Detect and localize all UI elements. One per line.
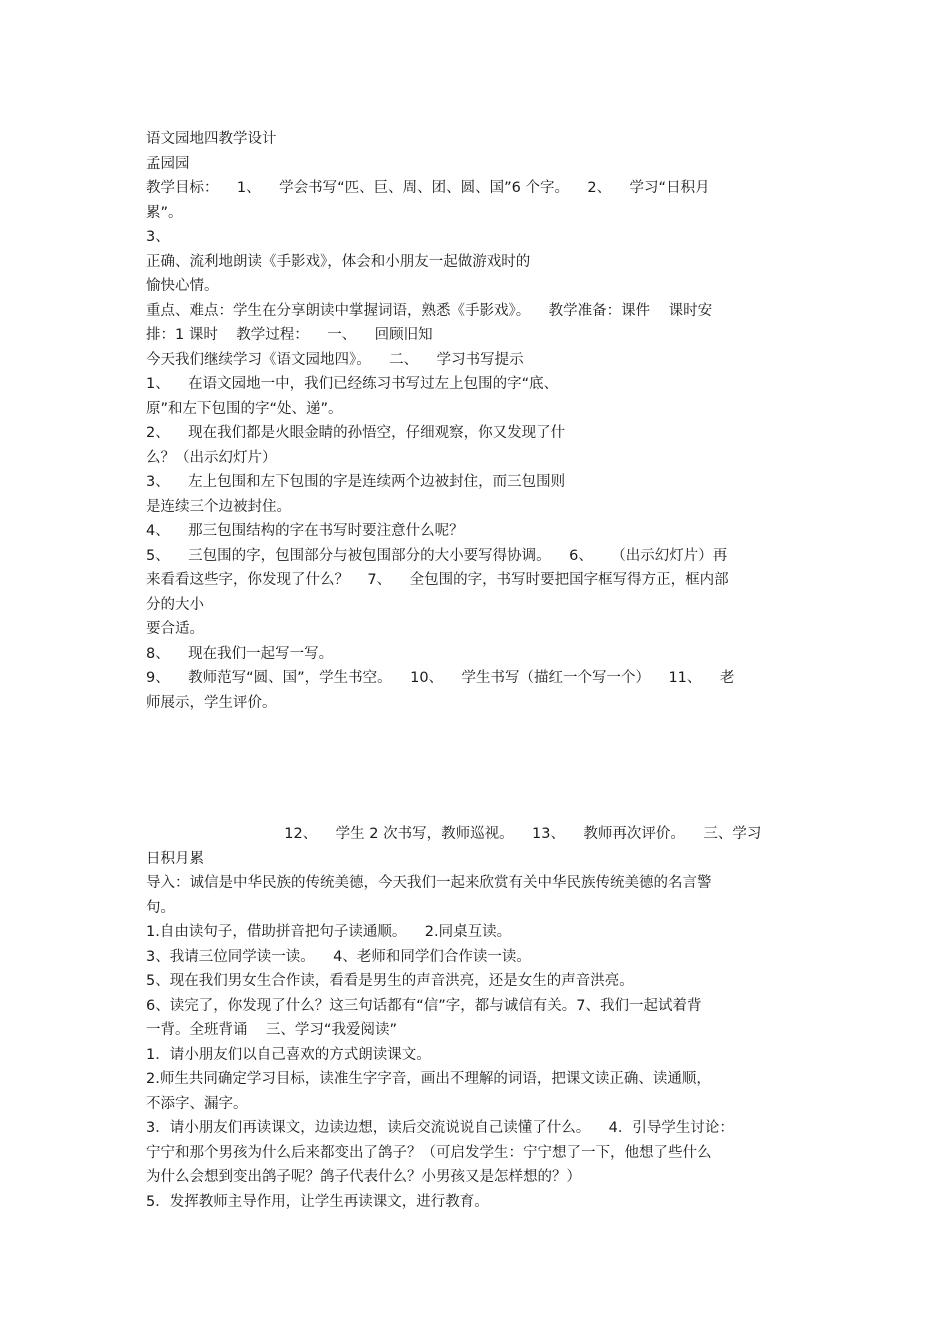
text-line: 原”和左下包围的字“处、递”。	[146, 400, 343, 417]
text-line: 孟园园	[146, 155, 190, 172]
text-line: 不添字、漏字。	[146, 1095, 248, 1112]
text-line: 2.师生共同确定学习目标，读准生字字音，画出不理解的词语，把课文读正确、读通顺，	[146, 1071, 711, 1087]
text-line: 教学目标： 1、 学会书写“匹、巨、周、团、圆、国”6 个字。 2、 学习“日积月	[146, 180, 710, 196]
text-line: 语文园地四教学设计	[146, 131, 277, 147]
text-line: 为什么会想到变出鸽子呢？鸽子代表什么？小男孩又是怎样想的？）	[146, 1169, 581, 1185]
text-line: 日积月累	[146, 850, 204, 867]
text-line: 正确、流利地朗读《手影戏》，体会和小朋友一起做游戏时的	[146, 253, 531, 270]
text-line: 分的大小	[146, 596, 204, 613]
text-line: 3、	[146, 229, 170, 245]
text-line: 今天我们继续学习《语文园地四》。 二、 学习书写提示	[146, 351, 524, 368]
text-line: 排：1 课时 教学过程： 一、 回顾旧知	[146, 327, 433, 343]
text-line: 3、 左上包围和左下包围的字是连续两个边被封住，而三包围则	[146, 474, 566, 490]
text-line: 4、 那三包围结构的字在书写时要注意什么呢？	[146, 523, 464, 539]
text-line: 5、 三包围的字，包围部分与被包围部分的大小要写得协调。 6、 （出示幻灯片）再	[146, 547, 728, 564]
text-line: 9、 教师范写“圆、国”，学生书空。 10、 学生书写（描红一个写一个） 11、 老	[146, 670, 735, 686]
text-line: 宁宁和那个男孩为什么后来都变出了鸽子？（可启发学生：宁宁想了一下，他想了些什么	[146, 1144, 712, 1161]
text-line: 重点、难点：学生在分享朗读中掌握词语，熟悉《手影戏》。 教学准备：课件 课时安	[146, 302, 713, 319]
text-line: 1.自由读句子，借助拼音把句子读通顺。 2.同桌互读。	[146, 924, 512, 940]
text-line: 12、 学生 2 次书写，教师巡视。 13、 教师再次评价。 三、学习	[146, 826, 762, 842]
lesson-plan-section-2	[146, 822, 810, 1214]
text-line: 句。	[146, 899, 175, 916]
lesson-plan-section-1	[146, 127, 810, 715]
text-line: 师展示，学生评价。	[146, 694, 277, 711]
text-line: 是连续三个边被封住。	[146, 498, 291, 515]
text-line: 3、我请三位同学读一读。 4、老师和同学们合作读一读。	[146, 948, 531, 965]
text-line: 5．发挥教师主导作用，让学生再读课文，进行教育。	[146, 1193, 489, 1210]
text-line: 2、 现在我们都是火眼金睛的孙悟空，仔细观察，你又发现了什	[146, 425, 566, 441]
text-line: 导入：诚信是中华民族的传统美德，今天我们一起来欣赏有关中华民族传统美德的名言警	[146, 875, 712, 891]
text-line: 1．请小朋友们以自己喜欢的方式朗读课文。	[146, 1046, 431, 1063]
text-line: 要合适。	[146, 621, 204, 637]
text-line: 累”。	[146, 204, 183, 221]
text-line: 6、读完了，你发现了什么？这三句话都有“信”字，都与诚信有关。7、我们一起试着背	[146, 997, 702, 1014]
text-line: 愉快心情。	[146, 278, 219, 294]
text-line: 么？（出示幻灯片）	[146, 449, 277, 466]
text-line: 8、 现在我们一起写一写。	[146, 645, 334, 662]
text-line: 1、 在语文园地一中，我们已经练习书写过左上包围的字“底、	[146, 376, 559, 392]
text-line: 来看看这些字，你发现了什么？ 7、 全包围的字，书写时要把国字框写得方正，框内部	[146, 572, 729, 588]
text-line: 5、现在我们男女生合作读，看看是男生的声音洪亮，还是女生的声音洪亮。	[146, 973, 634, 989]
text-line: 3．请小朋友们再读课文，边读边想，读后交流说说自己读懂了什么。 4．引导学生讨论：	[146, 1120, 734, 1136]
text-line: 一背。全班背诵 三、学习“我爱阅读”	[146, 1022, 397, 1038]
